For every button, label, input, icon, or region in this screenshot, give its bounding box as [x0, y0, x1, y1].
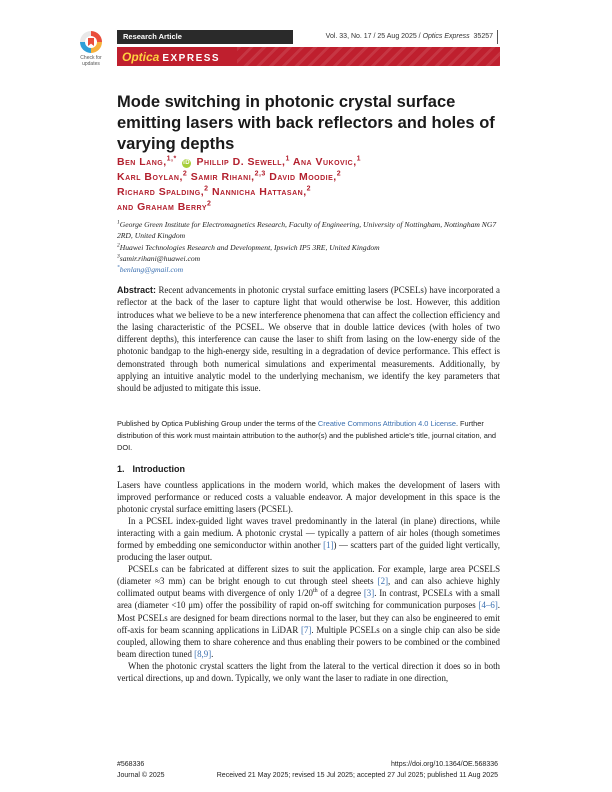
affiliations: [117, 219, 500, 275]
author[interactable]: Ben Lang,$^{1,*}$: [117, 155, 177, 168]
abstract-text: Recent advancements in photonic crystal surface emitting lasers (PCSELs) have incorporated a reflector at the back of the laser to capture light that would otherwise be lost. However, this addition introduces what we believe to be a new interference phenomena that can affect the collection efficiency and the lasing characteristic of the PCSEL. We observe that in double lattice devices (with holes of two different depths), this interference can cause the laser to shift from lasing on the low-energy side of the photonic bandgap to the high-energy side, resulting in a degradation of device performance. This effect is demonstrated through both numerical simulations and experimental measurements. Additionally, by applying an intuitive analytic model to the underlying mechanism, we identify the key parameters that should be adjusted to mitigate this issue.: [117, 285, 500, 394]
brand-bar-pattern: [237, 47, 500, 66]
doi-link[interactable]: https://doi.org/10.1364/OE.568336: [390, 761, 498, 768]
journal-reference: Vol. 33, No. 17 / 25 Aug 2025 / Optics Express 35257: [325, 33, 493, 40]
paragraph: In a PCSEL index-guided light waves travel predominantly in the lateral (in plane) directions, while interacting with a gain medium. A photonic crystal — typically a pattern of air holes (though sometimes formed by embedding one semiconductor within another [1]) — scatters part of the guided light vertically, producing the laser output.: [117, 516, 501, 563]
author[interactable]: Nannicha Hattasan,$^2$: [211, 185, 312, 198]
citation-link[interactable]: [4–6]: [478, 600, 498, 611]
author[interactable]: Phillip D. Sewell,$^1$: [196, 155, 290, 168]
check-for-updates-label: Check for updates: [80, 55, 102, 67]
author[interactable]: Samir Rihani,$^{2,3}$: [190, 170, 266, 183]
header-divider: [497, 30, 498, 44]
license-link[interactable]: Creative Commons Attribution 4.0 License: [317, 419, 456, 428]
paragraph: Lasers have countless applications in the modern world, which makes the development of lasers with improved performance or reduced costs a valuable endeavor. A major development in this space is the photonic crystal surface emitting lasers (PCSEL).: [117, 480, 500, 515]
citation-link[interactable]: [3]: [363, 588, 375, 599]
author[interactable]: David Moodie,$^2$: [269, 170, 342, 183]
author[interactable]: Richard Spalding,$^2$: [117, 185, 209, 198]
citation-link[interactable]: [2]: [377, 576, 389, 587]
article-id: #568336: [117, 761, 145, 768]
author[interactable]: Ana Vukovic,$^1$: [292, 155, 362, 168]
abstract: [117, 284, 500, 395]
license-notice: Published by Optica Publishing Group under the terms of the Creative Commons Attribution 4.0 License. Further distribution of this work must maintain attribution to the author(s) and the published article’s title, journal citation, and DOI.: [117, 419, 497, 452]
affiliation: $^1$George Green Institute for Electromagnetics Research, Faculty of Engineering, University of Nottingham, Nottingham NG7 2RD, United Kingdom: [117, 219, 497, 241]
paragraph: When the photonic crystal scatters the light from the lateral to the vertical direction it does so in both vertical directions, up and down. Typically, we only want the laser to radiate in one direction,: [117, 660, 500, 683]
orcid-icon[interactable]: iD: [183, 160, 191, 166]
citation-link[interactable]: [8,9]: [194, 648, 212, 659]
footer-right: [200, 759, 498, 781]
page-number: 35257: [473, 33, 493, 40]
journal-logo[interactable]: Optica EXPRESS: [122, 50, 221, 64]
citation-link[interactable]: [7]: [301, 624, 312, 635]
journal-brand-bar: [117, 47, 500, 66]
citation-link[interactable]: [1]: [323, 540, 334, 551]
abstract-label: Abstract:: [117, 285, 156, 295]
corresponding-email[interactable]: *benlang@gmail.com: [117, 264, 184, 275]
crossmark-icon: [80, 31, 102, 53]
article-type: Research Article: [123, 32, 182, 41]
paragraph: PCSELs can be fabricated at different sizes to suit the application. For example, large area PCSELS (diameter ≈3 mm) can be bright enough to cut through steel sheets [2], and can also achieve highly collimated output beams with divergence of only 1/20th of a degree [3]. In contrast, PCSELs with a small area (diameter <10 μm) offer the possibility of rapid on-off switching for communication purposes [4–6]. Most PCSELs are designed for beam directions normal to the laser, but they can also be engineered to emit off-axis for beam scanning applications in LiDAR [7]. Multiple PCSELs on a single chip can also be side coupled, allowing them to share coherence and thus enabling their powers to be combined or the combined beam direction tuned [8,9].: [117, 564, 500, 659]
journal-name: Optics Express: [422, 33, 470, 40]
affiliation-email[interactable]: $^3$samir.rihani@huawei.com: [117, 253, 201, 263]
body-text: [117, 479, 500, 684]
section-heading: 1. Introduction: [117, 464, 186, 474]
author-list: [117, 155, 500, 215]
affiliation: $^2$Huawei Technologies Research and Development, Ipswich IP5 3RE, United Kingdom: [117, 242, 380, 252]
author[interactable]: and Graham Berry$^2$: [117, 200, 212, 213]
publication-dates: Received 21 May 2025; revised 15 Jul 2025; accepted 27 Jul 2025; published 11 Aug 2025: [216, 772, 498, 779]
check-for-updates-badge[interactable]: [76, 31, 106, 67]
article-title: Mode switching in photonic crystal surface emitting lasers with back reflectors and holes of varying depths: [117, 93, 495, 153]
article-type-bar: [117, 30, 293, 44]
copyright: Journal © 2025: [117, 772, 165, 779]
author[interactable]: Karl Boylan,$^2$: [117, 170, 188, 183]
